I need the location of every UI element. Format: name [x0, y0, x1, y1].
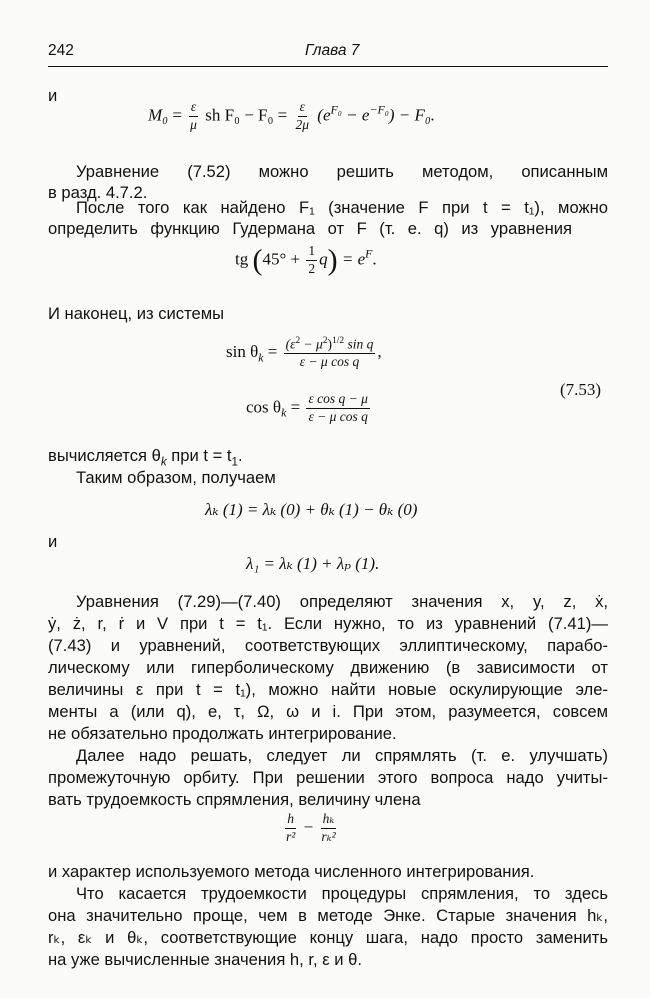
p4-text-a: вычисляется θ: [48, 446, 161, 465]
p6-line5: величины ε при t = t₁), можно найти новые оскулирующие эле-: [48, 680, 608, 699]
eq-m0-lhs: M₀: [148, 105, 169, 125]
connector-and: и: [48, 86, 58, 105]
eq-sin-den: ε − μ cos q: [299, 354, 360, 370]
equation-number: (7.53): [560, 380, 602, 399]
eq-m0-tail: ) − F₀.: [388, 105, 436, 125]
p6-line7: не обязательно продолжать интегрирование.: [48, 724, 397, 743]
eq-m0-frac1-den: μ: [190, 116, 197, 132]
eq-sin-eq: =: [263, 342, 282, 361]
p7-line1: Далее надо решать, следует ли спрямлять (т. е. улучшать): [76, 746, 608, 765]
page-number: 242: [48, 42, 74, 59]
p9-line3: rₖ, εₖ и θₖ, соответствующие концу шага, надо просто заменить: [48, 928, 608, 947]
p2-line1: После того как найдено F₁ (значение F при t = t₁), можно: [76, 198, 608, 217]
eq-m0-frac1-num: ε: [189, 100, 198, 117]
p8-line1: и характер используемого метода численного интегрирования.: [48, 862, 535, 881]
eq-sin-lhs: sin θ: [226, 342, 259, 361]
equation-h-term: [282, 812, 340, 845]
eq-h-num2: hₖ: [321, 812, 337, 829]
eq-sin-num-f: 1/2: [332, 336, 345, 346]
p6-line2: ẏ, ż, r, ṙ и V при t = t₁. Если нужно, то из уравнений (7.41)—: [48, 614, 608, 633]
eq-tg-func: tg: [235, 249, 249, 269]
eq-cos-den: ε − μ cos q: [308, 408, 368, 424]
eq-sin-sub: k: [258, 350, 264, 365]
p4-line1: [48, 446, 243, 468]
p6-line6: менты a (или q), e, τ, Ω, ω и i. При этом, разумеется, совсем: [48, 702, 608, 721]
eq-sin-num-c: − μ: [300, 336, 323, 352]
eq-h-den1: r²: [286, 828, 296, 844]
p5-line1: Таким образом, получаем: [76, 468, 276, 487]
p3-line1: И наконец, из системы: [48, 304, 225, 323]
eq-sin-num-d: 2: [322, 336, 328, 346]
eq-sin-num-e: ): [327, 336, 333, 352]
eq-cos-lhs: cos θ: [246, 397, 282, 417]
p7-line2: промежуточную орбиту. При решении этого вопроса надо учиты-: [48, 768, 608, 787]
eq-m0-exp1-power: F₀: [330, 102, 342, 117]
eq-h-minus: −: [299, 817, 318, 837]
p4-sub-1: 1: [231, 455, 238, 469]
eq-m0-exp2-base: − e: [341, 105, 370, 125]
eq-tg-q: q: [319, 249, 328, 269]
eq-tg-angle: 45° +: [262, 249, 305, 269]
p9-line4: на уже вычисленные значения h, r, ε и θ.: [48, 950, 362, 969]
eq-h-num1: h: [285, 812, 296, 829]
p4-sub-k: k: [160, 455, 167, 469]
eq-tg-rhs: = e: [337, 249, 366, 269]
eq-cos-sub: k: [281, 405, 287, 420]
eq-m0-frac2-den: 2μ: [295, 116, 310, 132]
equation-tg: tg (45° + $\frac{1}{2}$ $q) = e^F$.: [235, 243, 377, 277]
p6-line3: (7.43) и уравнений, соответствующих эллиптическому, парабо-: [48, 636, 608, 655]
eq-cos-eq: =: [286, 397, 305, 417]
eq-tg-dot: .: [372, 249, 377, 269]
equation-lambda-1: λ₁ = λₖ (1) + λₚ (1).: [246, 554, 380, 573]
p1-line2: в разд. 4.7.2.: [48, 183, 148, 202]
eq-sin-num-a: (ε: [285, 336, 296, 352]
p1-line1: Уравнение (7.52) можно решить методом, описанным: [76, 162, 608, 181]
equation-lambda-k: λₖ (1) = λₖ (0) + θₖ (1) − θₖ (0): [205, 500, 418, 519]
eq-m0-exp1-base: (e: [317, 105, 331, 125]
header-rule: [48, 66, 608, 67]
equation-cos: [246, 392, 372, 425]
eq-m0-sh: sh F₀ − F₀: [205, 105, 274, 125]
equation-sin: [226, 336, 382, 370]
p9-line2: она значительно проще, чем в методе Энке. Старые значения hₖ,: [48, 906, 608, 925]
p6-line4: лическому или гиперболическому движению (в зависимости от: [48, 658, 608, 677]
p4-text-b: при t = t: [166, 446, 232, 465]
eq-tg-frac-den: 2: [308, 260, 316, 276]
connector-and-2: и: [48, 532, 58, 551]
eq-sin-num-g: sin q: [344, 336, 374, 352]
p7-line3: вать трудоемкость спрямления, величину члена: [48, 790, 421, 809]
eq-tg-frac-num: 1: [306, 244, 317, 261]
eq-m0-exp2-power: −F₀: [369, 102, 389, 117]
eq-h-den2: rₖ²: [321, 828, 336, 844]
p2-line2: определить функцию Гудермана от F (т. е. q) из уравнения: [48, 219, 572, 238]
eq-cos-num: ε cos q − μ: [306, 392, 369, 409]
equation-m0: M₀ = $\frac{\varepsilon}{\mu}$ sh F₀ − F₀ = $\frac{\varepsilon}{2\mu}$ $(e^{F_0} - e^{-F_0}) - F_0$.: [148, 99, 436, 132]
eq-sin-num-b: 2: [295, 336, 301, 346]
p9-line1: Что касается трудоемкости процедуры спрямления, то здесь: [76, 884, 608, 903]
p4-text-c: .: [237, 446, 243, 465]
p6-line1: Уравнения (7.29)—(7.40) определяют значения x, y, z, ẋ,: [76, 592, 608, 611]
eq-sin-comma: ,: [377, 342, 382, 361]
eq-tg-power: F: [365, 246, 373, 261]
chapter-title: Глава 7: [305, 42, 360, 59]
eq-m0-frac2-num: ε: [298, 100, 307, 117]
